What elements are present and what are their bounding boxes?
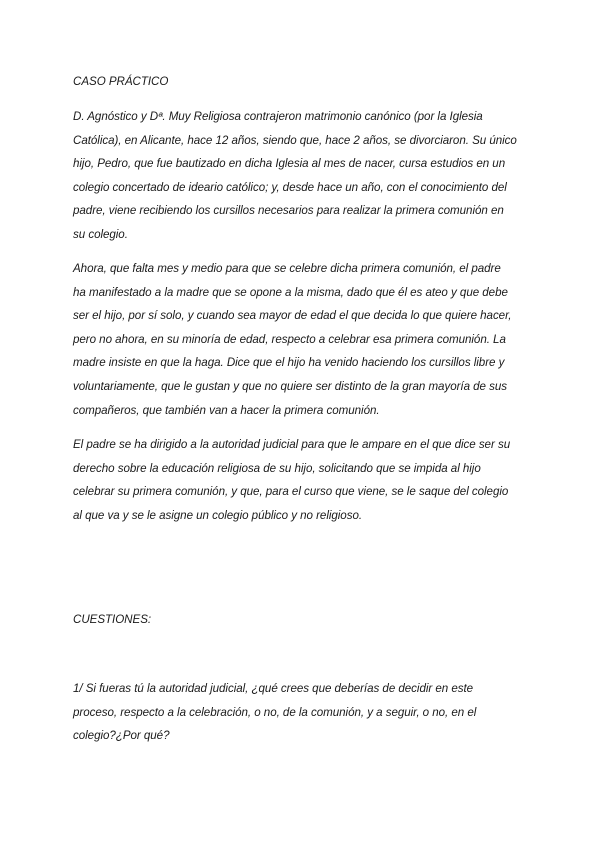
paragraph-line: su colegio. bbox=[73, 227, 128, 241]
paragraph-line: madre insiste en que la haga. Dice que el hijo ha venido haciendo los cursillos libre y bbox=[73, 356, 505, 370]
paragraph-line: celebrar su primera comunión, y que, para el curso que viene, se le saque del colegio bbox=[73, 485, 509, 499]
paragraph-dispute bbox=[73, 257, 533, 422]
paragraph-line: padre, viene recibiendo los cursillos necesarios para realizar la primera comunión en bbox=[73, 204, 504, 218]
question-1 bbox=[73, 677, 533, 748]
paragraph-claim bbox=[73, 433, 533, 527]
questions-heading-text: CUESTIONES: bbox=[73, 613, 152, 626]
paragraph-line: pero no ahora, en su minoría de edad, respecto a celebrar esa primera comunión. La bbox=[73, 332, 506, 346]
question-line: 1/ Si fueras tú la autoridad judicial, ¿qué crees que deberías de decidir en este bbox=[73, 682, 474, 695]
paragraph-facts bbox=[73, 105, 533, 247]
paragraph-line: El padre se ha dirigido a la autoridad judicial para que le ampare en el que dice ser su bbox=[73, 438, 511, 451]
case-heading bbox=[73, 70, 533, 94]
paragraph-line: Católica), en Alicante, hace 12 años, siendo que, hace 2 años, se divorciaron. Su único bbox=[73, 133, 517, 147]
paragraph-line: ser el hijo, por sí solo, y cuando sea mayor de edad el que decida lo que quiere hacer, bbox=[73, 309, 512, 323]
paragraph-line: voluntariamente, que le gustan y que no quiere ser distinto de la gran mayoría de sus bbox=[73, 379, 508, 393]
paragraph-line: derecho sobre la educación religiosa de su hijo, solicitando que se impida al hijo bbox=[73, 461, 481, 475]
questions-heading bbox=[73, 608, 533, 632]
case-heading-text: CASO PRÁCTICO bbox=[73, 75, 169, 88]
paragraph-line: Ahora, que falta mes y medio para que se celebre dicha primera comunión, el padre bbox=[73, 262, 501, 275]
paragraph-line: colegio concertado de ideario católico; y, desde hace un año, con el conocimiento del bbox=[73, 180, 507, 194]
paragraph-line: al que va y se le asigne un colegio público y no religioso. bbox=[73, 508, 363, 522]
paragraph-line: hijo, Pedro, que fue bautizado en dicha Iglesia al mes de nacer, cursa estudios en un bbox=[73, 157, 506, 171]
paragraph-line: ha manifestado a la madre que se opone a la misma, dado que él es ateo y que debe bbox=[73, 285, 508, 299]
question-line: proceso, respecto a la celebración, o no, de la comunión, y a seguir, o no, en el bbox=[73, 705, 477, 719]
paragraph-line: compañeros, que también van a hacer la primera comunión. bbox=[73, 403, 380, 417]
paragraph-line: D. Agnóstico y Dª. Muy Religiosa contrajeron matrimonio canónico (por la Iglesia bbox=[73, 110, 483, 123]
question-line: colegio?¿Por qué? bbox=[73, 729, 170, 743]
